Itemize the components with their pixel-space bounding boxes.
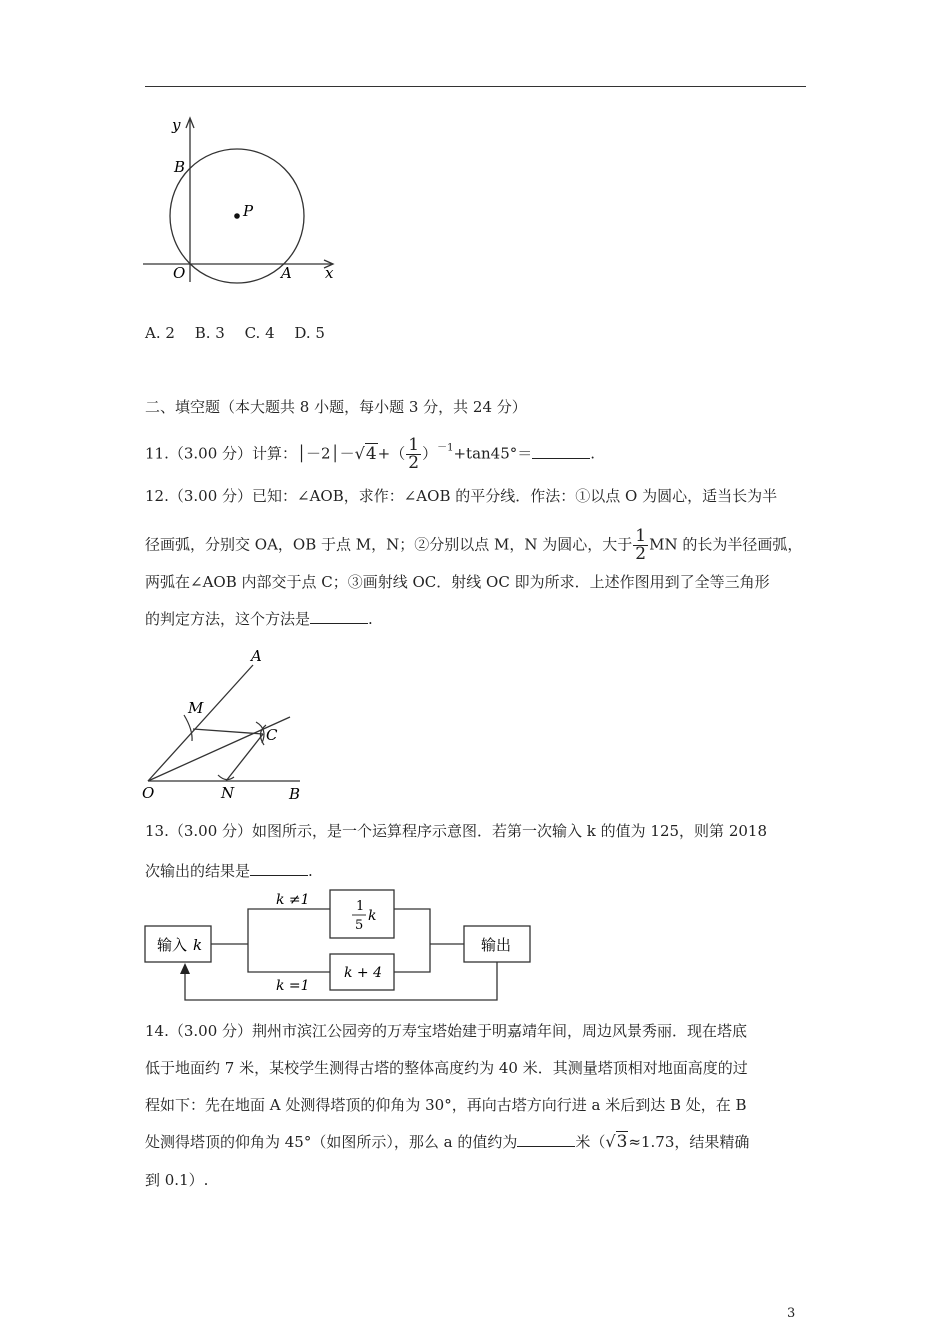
box-top-frac-num: 1 bbox=[356, 899, 365, 914]
q11-frac-num: 1 bbox=[408, 435, 420, 455]
q14-line1: 14.（3.00 分）荆州市滨江公园旁的万寿宝塔始建于明嘉靖年间，周边风景秀丽．现在塔底 bbox=[145, 1022, 748, 1040]
q12-line1: 12.（3.00 分）已知：∠AOB，求作：∠AOB 的平分线．作法：①以点 O 为圆心，适当长为半 bbox=[145, 487, 778, 505]
q11 bbox=[145, 437, 595, 472]
option-a[interactable]: A. 2 bbox=[145, 324, 175, 342]
option-b[interactable]: B. 3 bbox=[194, 324, 225, 342]
q12-frac-den: 2 bbox=[635, 544, 647, 564]
q11-frac-den: 2 bbox=[408, 453, 420, 473]
q11-close-paren: ） bbox=[422, 444, 438, 463]
option-c[interactable]: C. 4 bbox=[244, 324, 275, 342]
q12-line4 bbox=[145, 609, 373, 629]
ray-oa bbox=[148, 665, 253, 781]
q11-plus: +（ bbox=[377, 444, 406, 463]
box-bottom-expr: k + 4 bbox=[344, 965, 383, 981]
q13-line2-end: . bbox=[308, 862, 313, 880]
q11-answer-blank[interactable] bbox=[532, 444, 590, 459]
q12-fraction bbox=[633, 528, 648, 563]
q13-line1: 13.（3.00 分）如图所示，是一个运算程序示意图．若第一次输入 k 的值为 125，则第 2018 bbox=[145, 822, 767, 840]
flow-merge-bottom bbox=[394, 944, 430, 972]
q12-frac-num: 1 bbox=[635, 526, 647, 546]
flow-branch-top bbox=[248, 909, 330, 944]
q12-line4-a: 的判定方法，这个方法是 bbox=[145, 610, 311, 628]
box-top-var: k bbox=[368, 908, 377, 924]
q14-line4-b: 米（ bbox=[575, 1133, 606, 1151]
q14-line5: 到 0.1）. bbox=[145, 1171, 209, 1189]
figure-angle-bisector bbox=[138, 645, 318, 805]
q12-line2 bbox=[145, 528, 802, 563]
sqrt-icon: √3 bbox=[605, 1132, 628, 1152]
input-label: 输入 bbox=[157, 936, 188, 954]
arc-c-1 bbox=[256, 722, 264, 743]
q14-sqrt-radicand: 3 bbox=[616, 1132, 628, 1152]
sqrt-icon: √4 bbox=[354, 443, 377, 464]
q13-line2 bbox=[145, 861, 313, 881]
segment-mc bbox=[193, 729, 263, 734]
loop-arrow-icon bbox=[180, 963, 190, 974]
q11-suffix: +tan45°＝ bbox=[453, 444, 533, 463]
q11-fraction bbox=[406, 437, 421, 472]
flow-branch-bottom bbox=[248, 944, 330, 972]
condition-bottom: k =1 bbox=[276, 978, 310, 994]
arc-n bbox=[218, 775, 234, 780]
q11-prefix: 11.（3.00 分）计算：│－2│－ bbox=[145, 444, 355, 463]
box-top-frac-den: 5 bbox=[355, 918, 364, 933]
q12-line2-b: MN 的长为半径画弧， bbox=[649, 535, 803, 554]
section-heading: 二、填空题（本大题共 8 小题，每小题 3 分，共 24 分） bbox=[145, 398, 527, 416]
q14-line4 bbox=[145, 1132, 749, 1152]
origin-label: O bbox=[173, 264, 186, 282]
output-label: 输出 bbox=[481, 936, 512, 954]
point-a-label: A bbox=[251, 647, 262, 665]
q13-line2-a: 次输出的结果是 bbox=[145, 862, 251, 880]
q12-line3: 两弧在∠AOB 内部交于点 C；③画射线 OC．射线 OC 即为所求．上述作图用到了全等三角形 bbox=[145, 573, 770, 591]
header-rule bbox=[145, 86, 806, 87]
option-d[interactable]: D. 5 bbox=[294, 324, 325, 342]
figure-circle-axes bbox=[140, 110, 350, 290]
point-a-label: A bbox=[281, 264, 292, 282]
q11-exponent: －1 bbox=[437, 442, 454, 454]
segment-nc bbox=[226, 734, 263, 781]
point-n-label: N bbox=[221, 784, 235, 802]
point-c-label: C bbox=[266, 726, 278, 744]
figure-flowchart bbox=[140, 886, 540, 1006]
condition-top: k ≠1 bbox=[276, 892, 310, 908]
q14-line3: 程如下：先在地面 A 处测得塔顶的仰角为 30°，再向古塔方向行进 a 米后到达 B 处，在 B bbox=[145, 1096, 747, 1114]
x-axis-label: x bbox=[325, 264, 334, 282]
point-b-label: B bbox=[174, 158, 186, 176]
point-o-label: O bbox=[142, 784, 155, 802]
point-p bbox=[234, 213, 240, 219]
q14-line4-a: 处测得塔顶的仰角为 45°（如图所示），那么 a 的值约为 bbox=[145, 1133, 518, 1151]
q12-line2-a: 径画弧，分别交 OA，OB 于点 M，N；②分别以点 M，N 为圆心，大于 bbox=[145, 535, 633, 554]
y-axis-label: y bbox=[172, 116, 181, 134]
q13-answer-blank[interactable] bbox=[250, 861, 308, 876]
q14-line2: 低于地面约 7 米，某校学生测得古塔的整体高度约为 40 米．其测量塔顶相对地面高度的过 bbox=[145, 1059, 748, 1077]
page-number: 3 bbox=[787, 1306, 796, 1321]
q11-sqrt-radicand: 4 bbox=[365, 443, 377, 464]
point-m-label: M bbox=[188, 699, 204, 717]
q14-answer-blank[interactable] bbox=[517, 1132, 575, 1147]
q10-options bbox=[145, 323, 325, 343]
q12-line4-end: . bbox=[368, 610, 373, 628]
flow-loop-back bbox=[185, 962, 497, 1000]
input-var: k bbox=[193, 936, 203, 954]
q12-answer-blank[interactable] bbox=[310, 609, 368, 624]
point-p-label: P bbox=[243, 202, 254, 220]
q14-line4-c: ≈1.73，结果精确 bbox=[628, 1133, 750, 1151]
q11-end: . bbox=[590, 444, 596, 463]
point-b-label: B bbox=[289, 785, 301, 803]
flow-merge-top bbox=[394, 909, 430, 944]
